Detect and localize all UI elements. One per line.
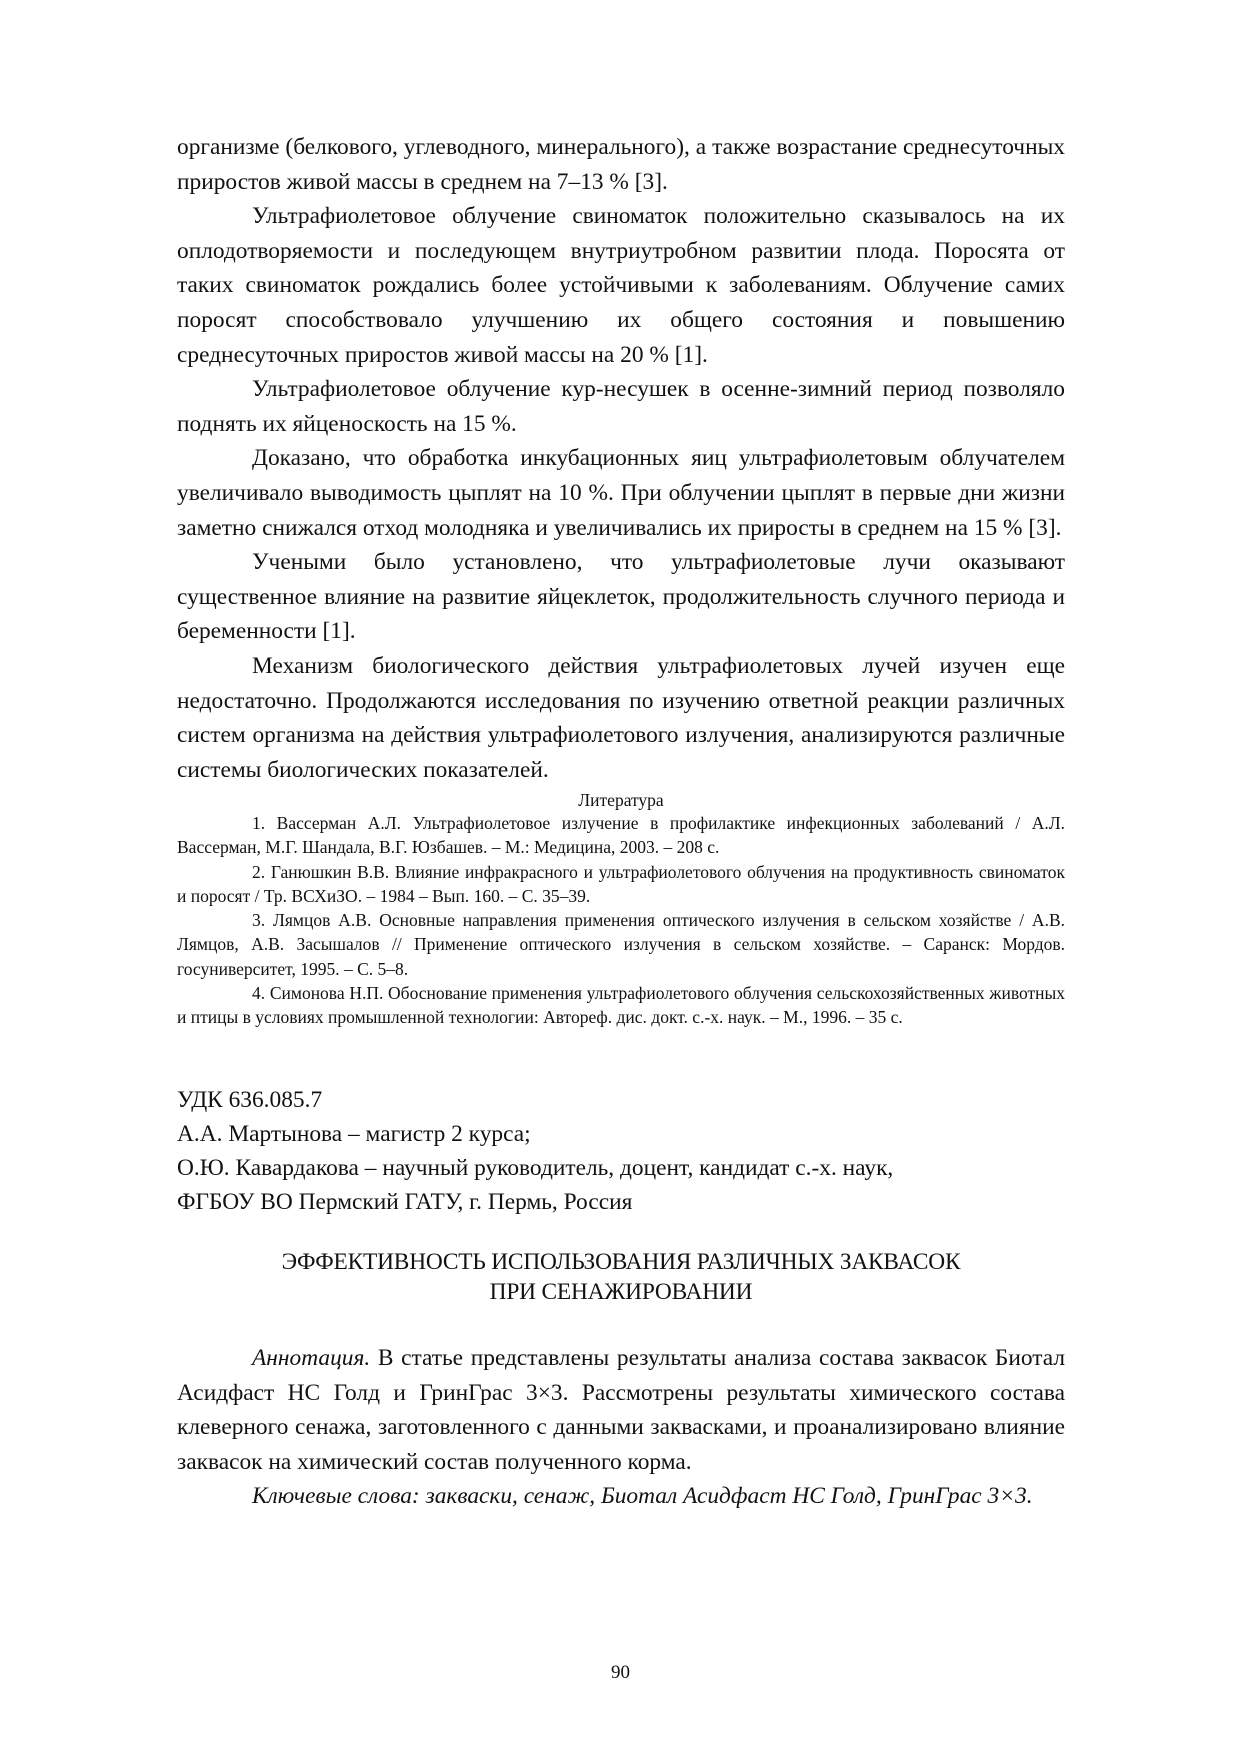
- article-metadata: [177, 1083, 1065, 1219]
- body-paragraph: организме (белкового, углеводного, минерального), а также возрастание среднесуточных приростов живой массы в среднем на 7–13 % [3].: [177, 134, 1065, 195]
- author-line: А.А. Мартынова – магистр 2 курса;: [177, 1121, 531, 1148]
- reference-item: 2. Ганюшкин В.В. Влияние инфракрасного и ультрафиолетового облучения на продуктивность свиноматок и поросят / Тр. ВСХиЗО. – 1984 – Вып. 160. – С. 35–39.: [177, 861, 1065, 906]
- article-title: [177, 1247, 1065, 1307]
- reference-item: 4. Симонова Н.П. Обоснование применения ультрафиолетового облучения сельскохозяйственных животных и птицы в условиях промышленной технологии: Автореф. дис. докт. с.-х. наук. – М., 1996. – 35 с.: [177, 982, 1065, 1027]
- body-paragraph: Учеными было установлено, что ультрафиолетовые лучи оказывают существенное влияние на развитие яйцеклеток, продолжительность случного периода и беременности [1].: [177, 549, 1065, 645]
- body-text: [177, 130, 1065, 787]
- references-title: Литература: [578, 790, 664, 811]
- abstract-text: В статье представлены результаты анализа состава заквасок Биотал Асидфаст НС Голд и ГринГрас 3×3. Рассмотрены результаты химического состава клеверного сенажа, заготовленного с данными заквасками, и проанализировано влияние заквасок на химический состав полученного корма.: [177, 1345, 1065, 1475]
- reference-item: 3. Лямцов А.В. Основные направления применения оптического излучения в сельском хозяйстве / А.В. Лямцов, А.В. Засышалов // Применение оптического излучения в сельском хозяйстве. – Саранск: Мордов. госуниверситет, 1995. – С. 5–8.: [177, 910, 1065, 979]
- page-number: 90: [611, 1662, 630, 1683]
- body-paragraph: Ультрафиолетовое облучение кур-несушек в осенне-зимний период позволяло поднять их яйценоскость на 15 %.: [177, 376, 1065, 437]
- abstract-section: [177, 1341, 1065, 1514]
- abstract-label: Аннотация.: [252, 1345, 371, 1372]
- supervisor-line: О.Ю. Кавардакова – научный руководитель, доцент, кандидат с.-х. наук,: [177, 1155, 894, 1182]
- affiliation-line: ФГБОУ ВО Пермский ГАТУ, г. Пермь, Россия: [177, 1189, 633, 1216]
- article-title-line: ПРИ СЕНАЖИРОВАНИИ: [489, 1279, 753, 1306]
- body-paragraph: Доказано, что обработка инкубационных яиц ультрафиолетовым облучателем увеличивало выводимость цыплят на 10 %. При облучении цыплят в первые дни жизни заметно снижался отход молодняка и увеличивались их приросты в среднем на 15 % [3].: [177, 445, 1065, 541]
- body-paragraph: Механизм биологического действия ультрафиолетовых лучей изучен еще недостаточно. Продолжаются исследования по изучению ответной реакции различных систем организма на действия ультрафиолетового излучения, анализируются различные системы биологических показателей.: [177, 652, 1065, 783]
- references-section: [177, 789, 1065, 1029]
- page-content: [177, 130, 1065, 1514]
- keywords: Ключевые слова: закваски, сенаж, Биотал Асидфаст НС Голд, ГринГрас 3×3.: [252, 1483, 1033, 1510]
- article-title-line: ЭФФЕКТИВНОСТЬ ИСПОЛЬЗОВАНИЯ РАЗЛИЧНЫХ ЗАКВАСОК: [281, 1249, 961, 1276]
- abstract-paragraph: [177, 1341, 1065, 1479]
- body-paragraph: Ультрафиолетовое облучение свиноматок положительно сказывалось на их оплодотворяемости и последующем внутриутробном развитии плода. Поросята от таких свиноматок рождались более устойчивыми к заболеваниям. Облучение самих поросят способствовало улучшению их общего состояния и повышению среднесуточных приростов живой массы на 20 % [1].: [177, 203, 1065, 368]
- udc-code: УДК 636.085.7: [177, 1087, 323, 1114]
- reference-item: 1. Вассерман А.Л. Ультрафиолетовое излучение в профилактике инфекционных заболеваний / А.Л. Вассерман, М.Г. Шандала, В.Г. Юзбашев. – М.: Медицина, 2003. – 208 с.: [177, 813, 1065, 858]
